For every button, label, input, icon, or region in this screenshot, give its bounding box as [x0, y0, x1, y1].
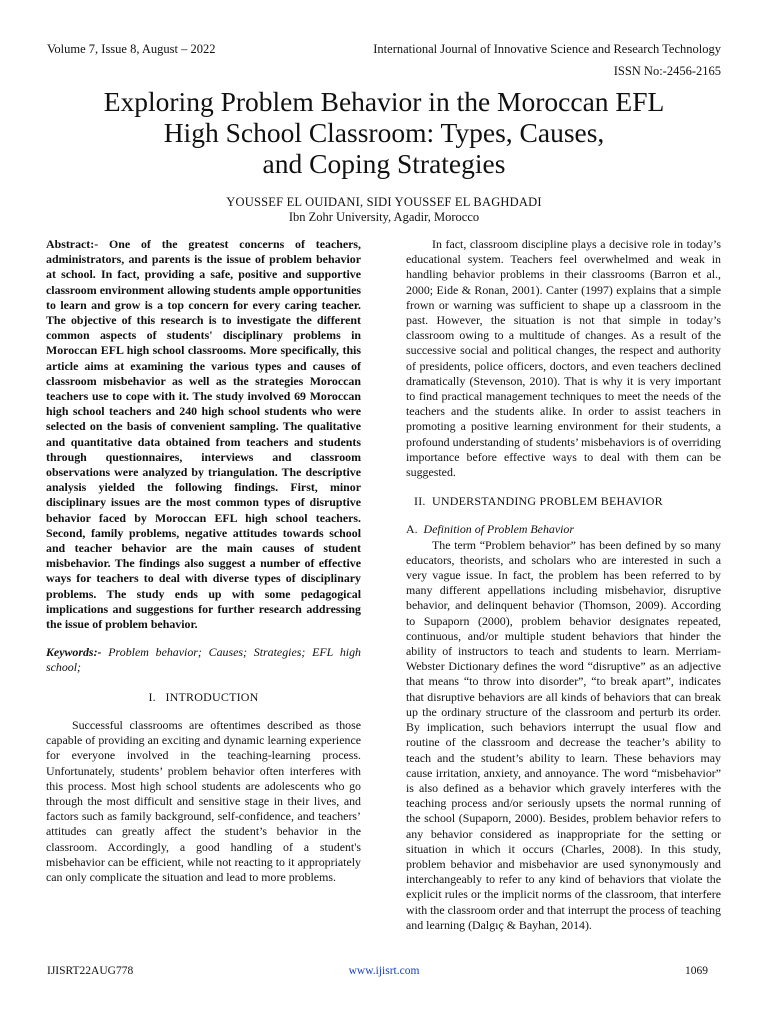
- issn: ISSN No:-2456-2165: [613, 64, 721, 78]
- subsection-label: A.: [406, 522, 418, 537]
- journal-url-link[interactable]: www.ijisrt.com: [348, 965, 420, 977]
- introduction-paragraph: Successful classrooms are oftentimes described as those capable of providing an exciting and dynamic learning experience for everyone involved in the teaching-learning process. Unfortunately, students’ problem behavior often interferes with this process. Most high school students are adolescents who go through the most difficult and sensitive stage in their lives, and factors such as family background, self-confidence, and teachers’ attitudes can greatly affect the student’s behavior in the classroom. Accordingly, a good handling of a student's misbehavior can be efficient, while not reacting to it appropriately can only complicate the situation and lead to more problems.: [46, 717, 361, 884]
- paper-title: [40, 86, 728, 179]
- page-number: 1069: [685, 965, 708, 977]
- keywords-text: Problem behavior; Causes; Strategies; EFL high school;: [46, 645, 361, 675]
- authors: YOUSSEF EL OUIDANI, SIDI YOUSSEF EL BAGHDADI: [226, 195, 542, 209]
- abstract: Abstract:- One of the greatest concerns of teachers, administrators, and parents is the issue of problem behavior at school. In fact, providing a safe, positive and supportive classroom environment allowing students ample opportunities to learn and grow is a top concern for every caring teacher. The objective of this research is to investigate the different common aspects of students' disciplinary problems in Moroccan EFL high school classrooms. More specifically, this article aims at examining the various types and causes of classroom misbehavior as well as the strategies Moroccan teachers use to cope with it. The study involved 69 Moroccan high school teachers and 240 high school students who were selected on the basis of convenient sampling. The qualitative and quantitative data obtained from teachers and students through questionnaires, interviews and classroom observations were analyzed by triangulation. The descriptive analysis yielded the following findings. First, minor disciplinary issues are the most common types of disruptive behavior faced by Moroccan EFL high school teachers. Second, family problems, negative attitudes towards school and teacher behavior are the main causes of student misbehavior. The findings also suggest a number of effective ways for teachers to deal with diverse types of disciplinary problems. The study ends up with some pedagogical implications and suggestions for further research addressing the issue of problem behavior.: [46, 237, 361, 632]
- keywords-label: Keywords:-: [46, 645, 102, 660]
- volume-issue: Volume 7, Issue 8, August – 2022: [47, 42, 216, 56]
- journal-name: International Journal of Innovative Science and Research Technology: [373, 42, 721, 56]
- title-line-1: Exploring Problem Behavior in the Moroccan EFL: [103, 86, 665, 117]
- title-line-2: High School Classroom: Types, Causes,: [163, 117, 605, 148]
- section-heading-introduction: I. INTRODUCTION: [148, 689, 259, 704]
- right-column: [406, 237, 721, 933]
- subsection-heading: [406, 522, 721, 537]
- keywords: [46, 645, 361, 675]
- paper-id: IJISRT22AUG778: [47, 965, 134, 977]
- affiliation: Ibn Zohr University, Agadir, Morocco: [288, 210, 480, 224]
- title-line-3: and Coping Strategies: [262, 148, 506, 179]
- left-column: [46, 237, 361, 885]
- intro-paragraph-continued: In fact, classroom discipline plays a decisive role in today’s educational system. Teachers feel overwhelmed and weak in handling behavior problems in their classrooms (Barron et al., 2000; Eide & Ronan, 2001). Canter (1997) explains that a simple frown or warning was sufficient to shape up a classroom in the past. However, the situation is not that simple in today’s classroom owing to a multitude of changes. As a result of the successive social and political changes, the respect and authority of presidents, police officers, doctors, and even teachers declined dramatically (Stevenson, 2010). That is why it is very important to find practical management techniques to meet the needs of the teachers and the students alike. In order to assist teachers in promoting a positive learning environment for their students, a profound understanding of students’ misbehaviors is of overriding importance before effective ways to deal with them can be suggested.: [406, 237, 721, 480]
- subsection-title: Definition of Problem Behavior: [423, 522, 574, 537]
- section-heading-understanding: II. UNDERSTANDING PROBLEM BEHAVIOR: [414, 494, 663, 509]
- definition-paragraph: The term “Problem behavior” has been defined by so many educators, theorists, and scholars who are interested in such a very vague issue. In fact, the problem has been referred to by many different appellations including misbehavior, disruptive behavior, and delinquent behavior (Thomson, 2009). According to Supaporn (2000), problem behavior designates repeated, continuous, and/or multiple student behaviors that hinder the ability of instructors to teach and students to learn. Merriam-Webster Dictionary defines the word “disruptive” as an adjective that means “to throw into disorder”, “to break apart”, indicates that disruptive behaviors are all kinds of behaviors that can break up the ordinary structure of the classroom and perturb its order. By implication, such behaviors interrupt the usual flow and routine of the classroom and decrease the teacher’s ability to teach and the student’s ability to learn. These behaviors may cause irritation, anxiety, and annoyance. The word “misbehavior” is also defined as a behavior which gravely interferes with the teaching process and/or seriously upsets the normal running of the school (Supaporn, 2000). Besides, problem behavior refers to any behavior considered as inappropriate for the setting or situation in which it occurs (Charles, 2008). In this study, problem behavior and misbehavior are used synonymously and interchangeably to refer to any kind of behaviors that violate the explicit rules or the implicit norms of the classroom, that interfere with the classroom order and that interrupt the process of teaching and learning (Dalgıç & Bayhan, 2014).: [406, 537, 722, 932]
